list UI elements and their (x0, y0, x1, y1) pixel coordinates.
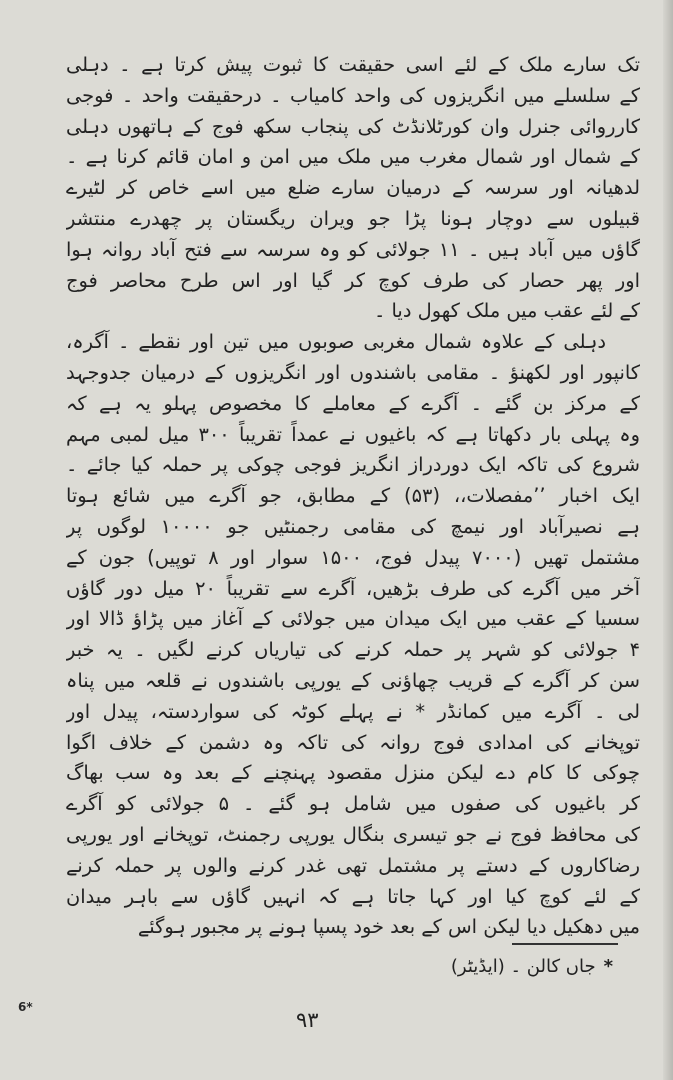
page-number: ۹۳ (296, 1008, 319, 1032)
text-line: کے مرکز بن گئے ۔ آگرے کے معاملے کا مخصوص پہلو یہ ہے کہ (66, 391, 640, 415)
text-line: کے شمال اور شمال مغرب میں ملک میں امن و امان قائم کرنا ہے ۔ (66, 145, 640, 169)
text-line: مشتمل تھیں (۷۰۰۰ پیدل فوج، ۱۵۰۰ سوار اور ۸ توپیں) جون کے (66, 545, 640, 569)
text-line: گاؤں میں آباد ہیں ۔ ۱۱ جولائی کو وہ سرسہ سے فتح آباد روانہ ہوا (66, 237, 640, 261)
text-line: کانپور اور لکھنؤ ۔ مقامی باشندوں اور انگریزوں کے درمیان جدوجہد (66, 360, 640, 384)
text-line: ۴ جولائی کو شہر پر حملہ کرنے کی تیاریاں کرنے لگیں ۔ یہ خبر (66, 638, 640, 662)
text-line: سن کر آگرے کے قریب چھاؤنی کے یورپی باشندوں نے قلعہ میں پناہ (66, 668, 640, 692)
footnote (451, 952, 613, 982)
text-line: چوکی کا کام دے لیکن منزل مقصود پہنچنے کے بعد وہ سب بھاگ (66, 761, 640, 785)
text-line: کے سلسلے میں انگریزوں کی واحد کامیاب ۔ درحقیقت واحد ۔ فوجی (66, 83, 640, 107)
text-line: رضاکاروں کے دستے پر مشتمل تھی غدر کرنے والوں پر حملہ کرنے (66, 853, 640, 877)
text-line: تک سارے ملک کے لئے اسی حقیقت کا ثبوت پیش کرتا ہے ۔ دہلی (66, 53, 640, 76)
footnote-text: جاں کالن ۔ (ایڈیٹر) (450, 956, 596, 977)
text-line: لی ۔ آگرے میں کمانڈر * نے پہلے کوٹہ کی سواردستہ، پیدل اور (66, 699, 640, 723)
body-text (66, 50, 640, 943)
text-line: میں دھکیل دیا لیکن اس کے بعد خود پسپا ہونے پر مجبور ہوگئے (137, 915, 640, 939)
text-line: توپخانے کی امدادی فوج روانہ کی تاکہ وہ دشمن کے خلاف اگوا (66, 730, 640, 754)
text-line: وہ پہلی بار دکھاتا ہے کہ باغیوں نے عمداً تقریباً ۳۰۰ میل لمبی مہم (66, 422, 640, 446)
text-line: کے لئے عقب میں ملک کھول دیا ۔ (373, 299, 640, 323)
text-line: آخر میں آگرے کی طرف بڑھیں، آگرے سے تقریباً ۲۰ میل دور گاؤں (66, 576, 640, 600)
text-line: کے لئے کوچ کیا اور کہا جاتا ہے کہ انہیں گاؤں سے باہر میدان (66, 884, 640, 908)
text-line: قبیلوں سے دوچار ہونا پڑا جو ویران ریگستان پر چھدرے منتشر (66, 206, 640, 230)
text-line: ہے نصیرآباد اور نیمچ کی مقامی رجمنٹیں جو ۱۰۰۰۰ لوگوں پر (66, 514, 640, 538)
text-line: کی محافظ فوج نے جو تیسری بنگال یورپی رجمنٹ، توپخانے اور یورپی (66, 822, 640, 846)
footnote-marker: * (603, 956, 613, 977)
text-line: کارروائی جنرل وان کورٹلانڈٹ کی پنجاب سکھ فوج کے ہاتھوں دہلی (66, 114, 640, 138)
text-line: ایک اخبار ’’مفصلات،، (۵۳) کے مطابق، جو آگرے میں شائع ہوتا (66, 484, 640, 508)
footnote-divider (512, 943, 618, 945)
text-line: اور پھر حصار کی طرف کوچ کر گیا اور اس طرح محاصر فوج (66, 268, 640, 292)
text-line: لدھیانہ اور سرسہ کے درمیان سارے ضلع میں اسے خاص کر لٹیرے (66, 176, 640, 200)
corner-mark: 6* (18, 1000, 33, 1014)
text-line: سسیا کے عقب میں ایک میدان میں جولائی کے آغاز میں پڑاؤ ڈالا اور (66, 607, 640, 631)
text-line: دہلی کے علاوہ شمال مغربی صوبوں میں تین اور نقطے ۔ آگرہ، (66, 330, 606, 354)
page-edge-shadow (663, 0, 673, 1080)
text-line: شروع کی تاکہ ایک دوردراز انگریز فوجی چوکی پر حملہ کیا جائے ۔ (66, 453, 640, 477)
text-line: کر باغیوں کی صفوں میں شامل ہو گئے ۔ ۵ جولائی کو آگرے (66, 792, 640, 816)
